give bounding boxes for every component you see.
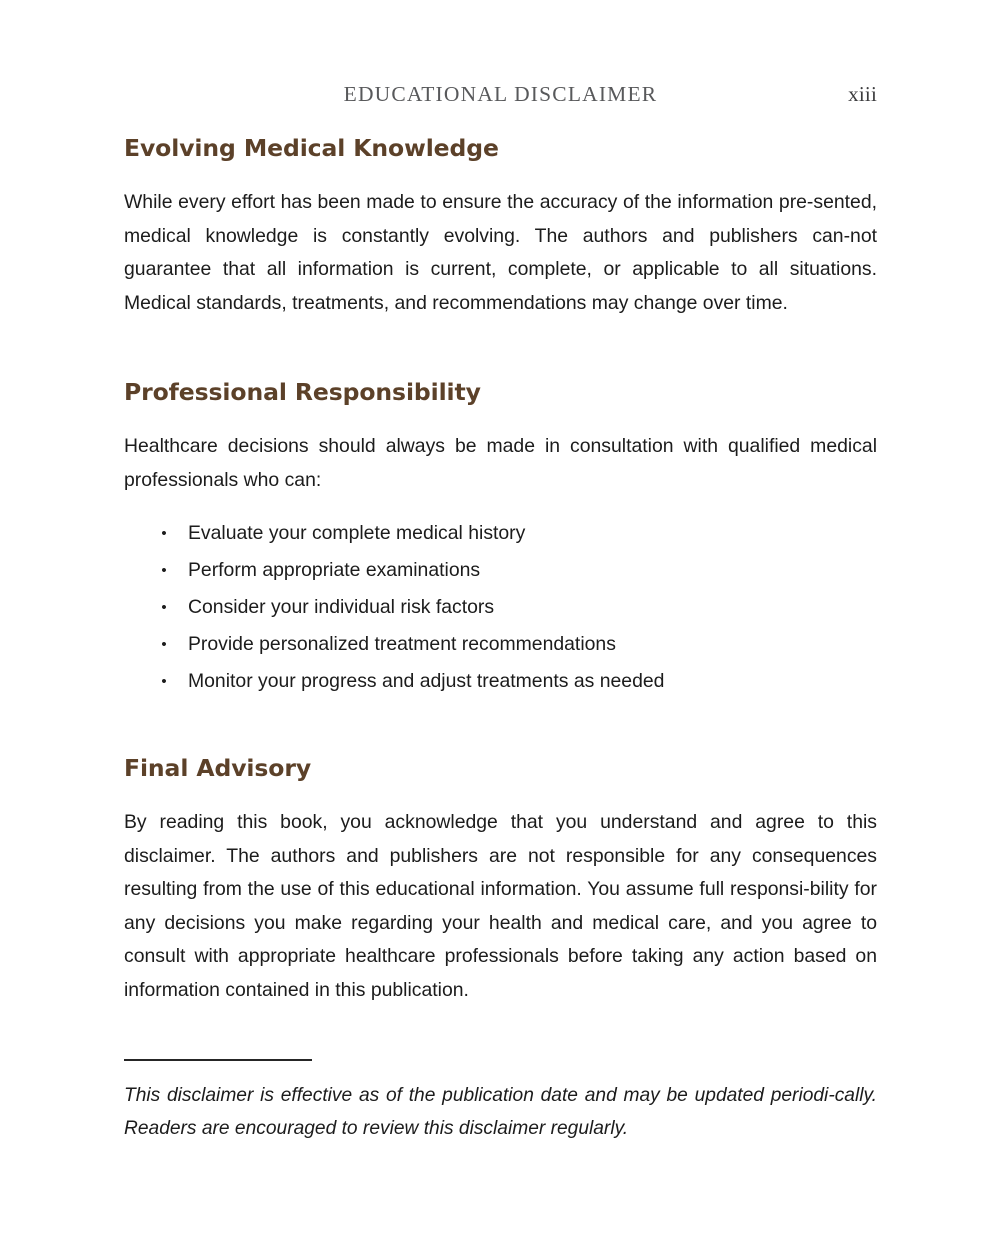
spacer <box>124 164 877 186</box>
bullet-icon: • <box>161 525 167 542</box>
section-heading-final-advisory: Final Advisory <box>124 754 312 782</box>
running-header-title: EDUCATIONAL DISCLAIMER <box>343 82 658 106</box>
list-item <box>124 589 877 626</box>
list-item-label: Monitor your progress and adjust treatments as needed <box>188 670 665 692</box>
bullet-icon: • <box>161 636 167 653</box>
list-item-label: Provide personalized treatment recommendations <box>188 633 616 655</box>
list-item-label: Consider your individual risk factors <box>188 596 495 618</box>
spacer <box>124 320 877 376</box>
running-header <box>124 80 877 110</box>
list-item-label: Perform appropriate examinations <box>188 559 481 581</box>
section-heading-professional-responsibility: Professional Responsibility <box>124 378 481 406</box>
footnote-block <box>124 1059 877 1145</box>
list-item <box>124 515 877 552</box>
bullet-icon: • <box>161 562 167 579</box>
bullet-icon: • <box>161 673 167 690</box>
document-body <box>124 132 877 1145</box>
responsibility-bullet-list <box>124 515 877 700</box>
list-item <box>124 626 877 663</box>
list-item <box>124 663 877 700</box>
spacer <box>124 497 877 515</box>
spacer <box>124 784 877 806</box>
section-paragraph-evolving-medical-knowledge: While every effort has been made to ensure the accuracy of the information pre‐sented, medical knowledge is constantly evolving. The authors and publishers can‐not guarantee that all information is current, complete, or applicable to all situations. Medical standards, treatments, and recommendations may change over time. <box>124 191 877 314</box>
footnote-separator-rule <box>124 1059 312 1061</box>
footnote-text: This disclaimer is effective as of the publication date and may be updated periodi‐cally. Readers are encouraged to review this disclaimer regularly. <box>124 1085 877 1139</box>
list-item <box>124 552 877 589</box>
section-paragraph-professional-responsibility: Healthcare decisions should always be made in consultation with qualified medical professionals who can: <box>124 435 877 491</box>
spacer <box>124 408 877 430</box>
list-item-label: Evaluate your complete medical history <box>188 522 526 544</box>
spacer <box>124 700 877 752</box>
section-heading-evolving-medical-knowledge: Evolving Medical Knowledge <box>124 134 499 162</box>
page-number: xiii <box>848 82 877 106</box>
section-paragraph-final-advisory: By reading this book, you acknowledge that you understand and agree to this disclaimer. The authors and publishers are not responsible for any consequences resulting from the use of this educational information. You assume full responsi‐bility for any decisions you make regarding your health and medical care, and you agree to consult with appropriate healthcare professionals before taking any action based on information contained in this publication. <box>124 811 877 1001</box>
bullet-icon: • <box>161 599 167 616</box>
